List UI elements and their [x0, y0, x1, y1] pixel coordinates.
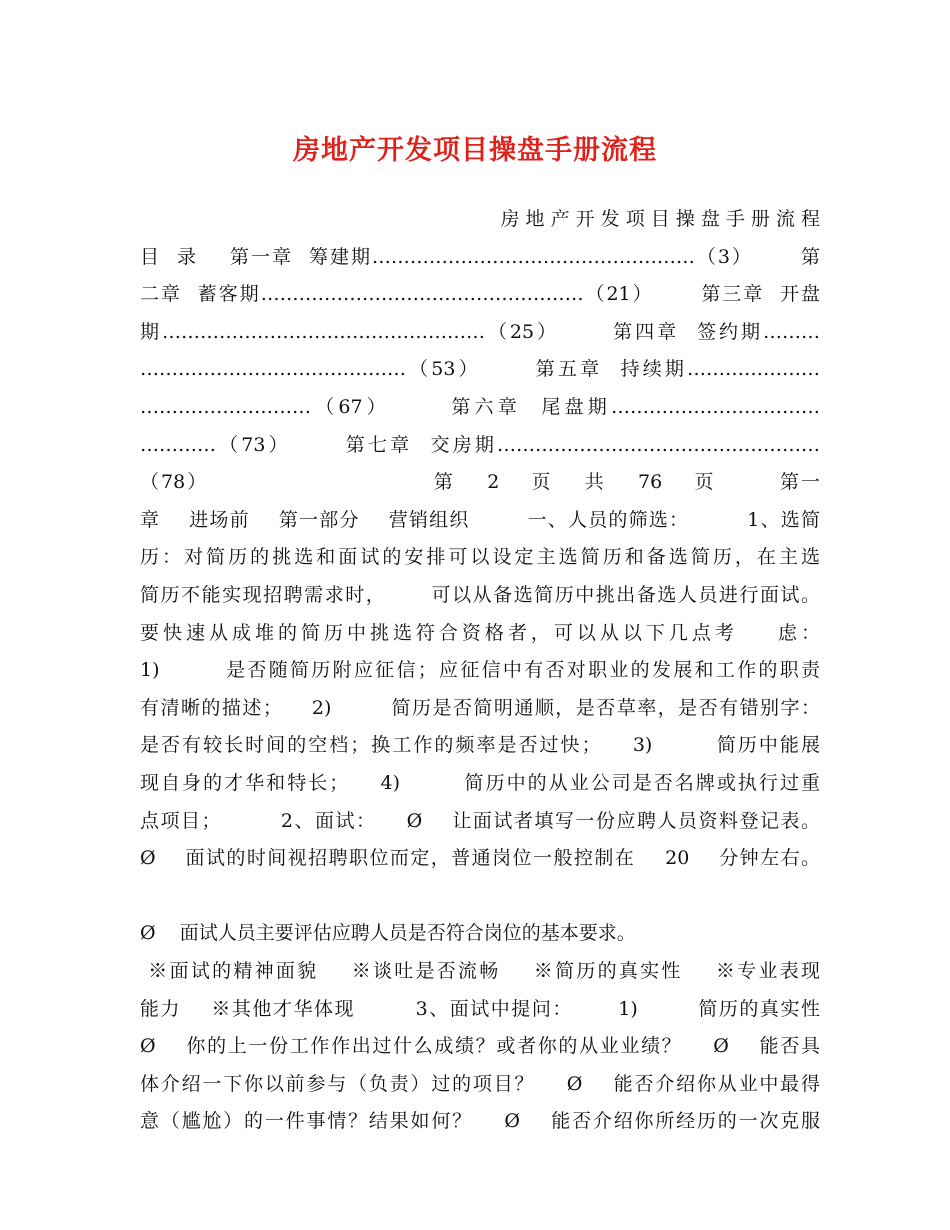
document-line: ※面试的精神面貌 ※谈吐是否流畅 ※简历的真实性 ※专业表现	[140, 960, 820, 982]
document-line: Ø 面试的时间视招聘职位而定，普通岗位一般控制在 20 分钟左右。	[140, 847, 820, 870]
document-line: Ø 面试人员主要评估应聘人员是否符合岗位的基本要求。	[140, 922, 636, 945]
document-line: ………………………（67） 第六章 尾盘期……………………………	[140, 396, 820, 418]
document-line: …………（73） 第七章 交房期……………………………………………	[140, 433, 820, 456]
document-line: 是否有较长时间的空档；换工作的频率是否过快； 3) 简历中能展	[140, 734, 820, 757]
document-line: 意（尴尬）的一件事情？结果如何？ Ø 能否介绍你所经历的一次克服	[140, 1110, 820, 1133]
document-line: 简历不能实现招聘需求时， 可以从备选简历中挑出备选人员进行面试。	[140, 584, 820, 606]
document-line: 1) 是否随简历附应征信；应征信中有否对职业的发展和工作的职责	[140, 659, 820, 682]
document-line: 现自身的才华和特长； 4) 简历中的从业公司是否名牌或执行过重	[140, 772, 820, 794]
document-line: 能力 ※其他才华体现 3、面试中提问： 1) 简历的真实性	[140, 997, 820, 1020]
document-line: 期……………………………………………（25） 第四章 签约期………	[140, 320, 820, 343]
document-line: 要快速从成堆的简历中挑选符合资格者，可以从以下几点考 虑：	[140, 621, 820, 644]
document-title: 房地产开发项目操盘手册流程	[293, 135, 657, 166]
document-line: 房 地 产 开 发 项 目 操 盘 手 册 流 程	[500, 208, 820, 230]
document-line: （78） 第 2 页 共 76 页 第一	[140, 471, 820, 494]
document-line: 点项目； 2、面试： Ø 让面试者填写一份应聘人员资料登记表。	[140, 809, 820, 832]
document-line: 二章 蓄客期……………………………………………（21） 第三章 开盘	[140, 283, 820, 306]
document-line: ……………………………………（53） 第五章 持续期…………………	[140, 358, 820, 381]
document-line: 体介绍一下你以前参与（负责）过的项目？ Ø 能否介绍你从业中最得	[140, 1072, 820, 1095]
document-line: 历：对简历的挑选和面试的安排可以设定主选简历和备选简历，在主选	[140, 546, 820, 569]
document-line: Ø 你的上一份工作作出过什么成绩？或者你的从业业绩？ Ø 能否具	[140, 1035, 820, 1058]
document-line: 章 进场前 第一部分 营销组织 一、人员的筛选： 1、选简	[140, 508, 820, 531]
document-line: 目 录 第一章 筹建期……………………………………………（3） 第	[140, 245, 820, 268]
document-line: 有清晰的描述； 2) 简历是否简明通顺，是否草率，是否有错别字：	[140, 696, 820, 719]
